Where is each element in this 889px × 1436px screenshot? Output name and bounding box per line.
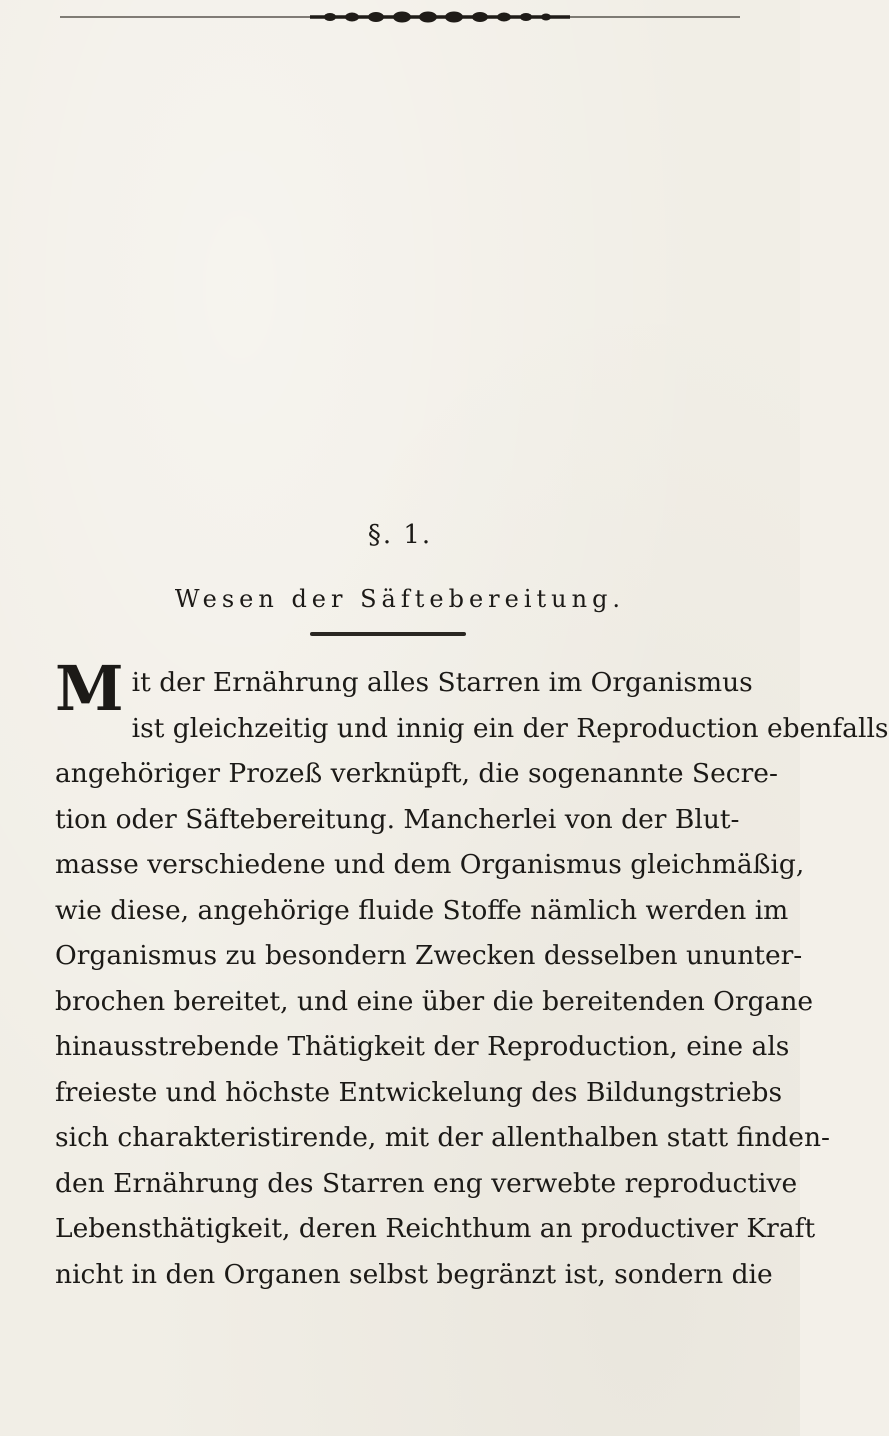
section-number: §. 1. (367, 520, 433, 550)
text-line: sich charakteristirende, mit der allenthalben statt finden- (55, 1122, 830, 1153)
drop-cap: M (55, 652, 124, 725)
text-line: tion oder Säftebereitung. Mancherlei von der Blut- (55, 803, 740, 835)
text-line: angehöriger Prozeß verknüpft, die sogenannte Secre- (55, 758, 778, 789)
text-line: hinausstrebende Thätigkeit der Reproduction, eine als (55, 1031, 790, 1062)
text-line: den Ernährung des Starren eng verwebte reproductive (55, 1167, 798, 1199)
body-paragraph (55, 652, 889, 1297)
text-line: masse verschiedene und dem Organismus gleichmäßig, (55, 849, 805, 880)
text-line: wie diese, angehörige fluide Stoffe nämlich werden im (55, 894, 789, 926)
text-line: brochen bereitet, und eine über die bereitenden Organe (55, 985, 814, 1017)
text-line: Organismus zu besondern Zwecken desselben ununter- (55, 940, 803, 971)
text-line: freieste und höchste Entwickelung des Bildungstriebs (55, 1076, 783, 1108)
text-line: ist gleichzeitig und innig ein der Reproduction ebenfalls (131, 712, 889, 744)
text-line: Lebensthätigkeit, deren Reichthum an productiver Kraft (55, 1213, 816, 1244)
ornamental-header-rule (60, 11, 740, 23)
section-title: Wesen der Säftebereitung. (174, 585, 626, 613)
title-underline-rule (310, 632, 466, 636)
text-line: it der Ernährung alles Starren im Organismus (131, 667, 753, 698)
text-line: nicht in den Organen selbst begränzt ist, sondern die (55, 1258, 773, 1290)
